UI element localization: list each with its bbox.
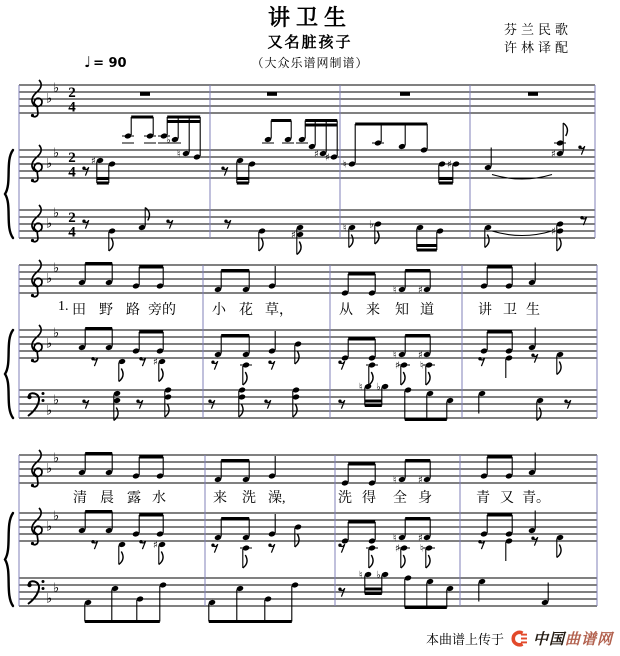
lyric-syllable: 野 [99,303,113,318]
lyric-syllable: 草， [265,303,293,318]
lyric-syllable: 田 [72,303,86,318]
svg-text:2: 2 [68,85,76,101]
svg-text:♭: ♭ [53,451,60,466]
svg-text:♯: ♯ [418,533,423,544]
lyric-syllable: 来 [213,491,227,506]
svg-text:♭: ♭ [53,509,60,524]
svg-text:♯: ♯ [418,350,423,361]
lyric-syllable: 洗 [242,491,256,506]
lyric-syllable: 得 [362,491,376,506]
footer-watermark [426,628,613,649]
svg-text:♮: ♮ [420,543,424,555]
svg-text:♭: ♭ [46,271,53,287]
svg-text:♭: ♭ [166,135,171,146]
svg-text:♯: ♯ [447,159,452,171]
svg-text:4: 4 [68,164,76,181]
svg-text:♮: ♮ [393,285,397,296]
lyric-syllable: 讲 [478,303,492,318]
origin-credit: 芬兰民歌 [504,22,573,37]
svg-text:♭: ♭ [46,519,53,535]
svg-text:4: 4 [68,99,76,116]
lyric-syllable: 澡, [268,491,286,506]
svg-text:2: 2 [68,210,76,226]
lyric-syllable: 又 [500,491,514,506]
svg-text:♭: ♭ [46,336,53,352]
svg-text:♯: ♯ [153,357,158,368]
lyric-syllable: 露 [127,491,141,506]
svg-text:♭: ♭ [46,403,53,419]
svg-text:♯: ♯ [291,230,296,241]
svg-text:♭: ♭ [376,382,381,393]
lyric-syllable: 洗 [338,491,352,506]
translator-credit: 许林译配 [504,40,573,55]
lyric-syllable: 卫 [503,303,517,318]
svg-text:♭: ♭ [53,261,60,276]
site-name [533,628,613,649]
svg-text:4: 4 [68,224,76,241]
quarter-note-icon: ♩ [84,53,92,71]
lyric-syllable: 知 [395,303,409,318]
svg-text:♮: ♮ [177,149,181,160]
upload-note: 本曲谱上传于 [426,632,505,647]
lyric-syllable: 旁的 [148,303,176,318]
svg-text:♭: ♭ [53,81,60,96]
lyric-syllable: 青 [476,491,490,506]
lyric-syllable: 清 [73,491,87,506]
svg-text:♮: ♮ [343,159,347,171]
site-name-suffix: 曲谱网 [565,631,614,648]
lyric-syllable: 生 [526,303,540,318]
svg-text:♭: ♭ [53,581,60,596]
lyric-syllable: 从 [339,303,353,318]
svg-text:♭: ♭ [53,393,60,408]
tempo-value: = 90 [93,56,127,71]
lyric-syllable: 晨 [100,491,114,506]
svg-text:♯: ♯ [153,540,158,551]
svg-text:2: 2 [68,150,76,166]
svg-text:♯: ♯ [418,475,423,486]
song-subtitle: 又名脏孩子 [267,34,353,51]
svg-text:♯: ♯ [91,156,96,167]
svg-text:♮: ♮ [420,360,424,372]
svg-text:♭: ♭ [53,146,60,161]
svg-text:♮: ♮ [343,223,347,234]
lyric-syllable: 道 [420,303,434,318]
engraving-credit: （大众乐谱网制谱） [251,56,369,70]
svg-text:♮: ♮ [393,475,397,486]
lyric-syllable: 1. [58,299,69,314]
lyric-syllable: 全 [393,491,407,506]
svg-text:♭: ♭ [46,156,53,172]
svg-text:♯: ♯ [418,285,423,296]
svg-text:♮: ♮ [393,533,397,544]
svg-text:♭: ♭ [376,570,381,581]
svg-text:♯: ♯ [325,152,330,164]
svg-text:♯: ♯ [395,543,400,555]
svg-text:♭: ♭ [46,216,53,232]
site-name-prefix: 中国 [533,631,566,648]
lyric-syllable: 青。 [522,491,550,506]
svg-text:♭: ♭ [53,326,60,341]
lyric-syllable: 小 [212,303,226,318]
svg-text:♭: ♭ [53,206,60,221]
lyric-syllable: 水 [152,491,166,506]
svg-text:♮: ♮ [359,382,363,393]
lyric-syllable: 身 [418,491,432,506]
svg-text:♯: ♯ [395,360,400,372]
song-title: 讲卫生 [267,5,352,30]
svg-text:♯: ♯ [314,149,319,160]
svg-text:♮: ♮ [393,350,397,361]
lyric-syllable: 来 [366,303,380,318]
svg-text:♭: ♭ [46,591,53,607]
site-logo-icon [509,629,528,648]
svg-text:♯: ♯ [551,226,556,238]
svg-text:♭: ♭ [46,461,53,477]
lyric-syllable: 路 [126,303,140,318]
svg-text:♯: ♯ [551,149,556,160]
lyric-syllable: 花 [239,303,253,318]
svg-text:♭: ♭ [369,219,374,231]
svg-text:♭: ♭ [46,91,53,107]
svg-text:♮: ♮ [359,570,363,581]
